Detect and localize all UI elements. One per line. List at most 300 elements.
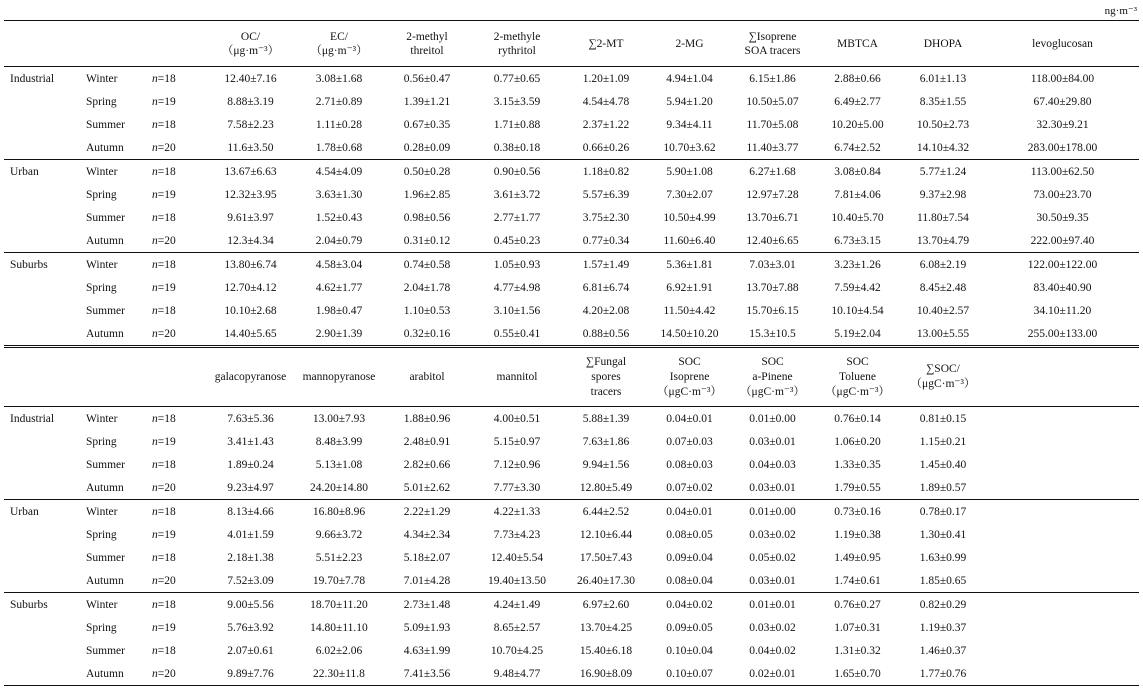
- value-cell: 2.82±0.66: [403, 458, 451, 471]
- value-cell: 0.09±0.05: [666, 621, 713, 634]
- sample-count-value: =18: [157, 644, 176, 657]
- sample-count-cell: [146, 113, 206, 136]
- value-cell: 0.66±0.26: [582, 141, 630, 154]
- value-cell: 12.3±4.34: [227, 234, 274, 247]
- header-blank: [146, 347, 206, 407]
- value-cell: 255.00±133.00: [1027, 327, 1098, 340]
- season-cell: Spring: [86, 281, 117, 294]
- value-cell: 14.40±5.65: [224, 327, 277, 340]
- season-cell: Summer: [86, 458, 125, 471]
- value-cell: 32.30±9.21: [1036, 118, 1089, 131]
- sample-count-value: =18: [157, 551, 176, 564]
- sample-count-symbol: n: [152, 598, 158, 611]
- sample-count-cell: [146, 453, 206, 476]
- location-cell: [4, 430, 80, 453]
- value-cell: 1.05±0.93: [471, 253, 563, 277]
- value-cell: 10.70±4.25: [490, 644, 544, 657]
- value-cell: 0.77±0.65: [493, 72, 541, 85]
- value-cell: 1.15±0.21: [919, 435, 967, 448]
- sample-count-cell: [146, 546, 206, 569]
- value-cell: 1.52±0.43: [315, 211, 363, 224]
- location-cell: Suburbs: [4, 593, 80, 617]
- value-cell: [986, 546, 1139, 569]
- sample-count-symbol: n: [152, 412, 158, 425]
- table-row: [4, 593, 1139, 617]
- column-header-line: galacopyranose: [214, 370, 287, 383]
- value-cell: 5.51±2.23: [315, 551, 363, 564]
- column-header: [563, 21, 649, 67]
- sample-count-symbol: n: [152, 574, 158, 587]
- sample-count-value: =19: [157, 188, 176, 201]
- sample-count-symbol: n: [152, 141, 158, 154]
- value-cell: 3.61±3.72: [493, 188, 541, 201]
- location-cell: [4, 322, 80, 347]
- value-cell: 12.40±7.16: [224, 72, 277, 85]
- sample-count-symbol: n: [152, 258, 158, 271]
- column-header: [471, 21, 563, 67]
- value-cell: 7.12±0.96: [493, 458, 541, 471]
- sample-count-value: =18: [157, 412, 176, 425]
- sample-count-cell: [146, 90, 206, 113]
- unit-label: ng·m⁻³: [1104, 5, 1137, 17]
- value-cell: 15.3±10.5: [749, 327, 796, 340]
- table-row: [4, 662, 1139, 686]
- sample-count-symbol: n: [152, 234, 158, 247]
- sample-count-value: =19: [157, 435, 176, 448]
- location-cell: Suburbs: [4, 253, 80, 277]
- column-header: [986, 347, 1139, 407]
- value-cell: 14.50±10.20: [660, 327, 719, 340]
- sample-count-value: =20: [157, 481, 176, 494]
- value-cell: 2.04±1.78: [403, 281, 451, 294]
- sample-count-symbol: n: [152, 327, 158, 340]
- column-header: [730, 347, 815, 407]
- sample-count-symbol: n: [152, 458, 158, 471]
- value-cell: 122.00±122.00: [986, 253, 1139, 277]
- value-cell: 3.08±1.68: [315, 72, 363, 85]
- value-cell: 0.31±0.12: [403, 234, 451, 247]
- value-cell: 0.03±0.01: [749, 574, 796, 587]
- value-cell: 0.81±0.15: [919, 412, 967, 425]
- value-cell: [986, 662, 1139, 686]
- value-cell: 7.59±4.42: [834, 281, 881, 294]
- value-cell: 11.40±3.77: [746, 141, 799, 154]
- column-header-line: spores: [591, 370, 621, 383]
- value-cell: 0.10±0.04: [666, 644, 713, 657]
- header-row: [4, 21, 1139, 67]
- value-cell: 6.49±2.77: [834, 95, 881, 108]
- value-cell: 19.70±7.78: [312, 574, 366, 587]
- value-cell: 7.30±2.07: [666, 188, 713, 201]
- value-cell: 5.13±1.08: [315, 458, 363, 471]
- value-cell: 0.05±0.02: [749, 551, 796, 564]
- sample-count-cell: [146, 662, 206, 686]
- value-cell: 19.40±13.50: [487, 574, 547, 587]
- sample-count-value: =18: [157, 258, 176, 271]
- sample-count-cell: [146, 476, 206, 500]
- value-cell: 4.62±1.77: [315, 281, 363, 294]
- header-row: [4, 347, 1139, 407]
- column-header-line: MBTCA: [837, 37, 878, 50]
- sample-count-symbol: n: [152, 505, 158, 518]
- value-cell: 83.40±40.90: [1033, 281, 1092, 294]
- value-cell: 2.18±1.38: [227, 551, 274, 564]
- sample-count-symbol: n: [152, 481, 158, 494]
- value-cell: 4.00±0.51: [493, 412, 541, 425]
- table-row: [4, 546, 1139, 569]
- value-cell: [986, 569, 1139, 593]
- value-cell: 7.73±4.23: [493, 528, 541, 541]
- value-cell: 13.80±6.74: [206, 253, 295, 277]
- sample-count-symbol: n: [152, 188, 158, 201]
- value-cell: 5.36±1.81: [649, 253, 730, 277]
- table-row: [4, 616, 1139, 639]
- value-cell: 26.40±17.30: [576, 574, 636, 587]
- table-body: [4, 21, 1139, 686]
- sample-count-cell: [146, 160, 206, 184]
- sample-count-symbol: n: [152, 211, 158, 224]
- column-header-line: threitol: [410, 44, 444, 57]
- season-cell: Winter: [86, 412, 118, 425]
- value-cell: 0.08±0.03: [666, 458, 713, 471]
- value-cell: 0.04±0.02: [649, 593, 730, 617]
- sample-count-symbol: n: [152, 528, 158, 541]
- location-cell: [4, 90, 80, 113]
- value-cell: [986, 616, 1139, 639]
- value-cell: 0.01±0.00: [730, 500, 815, 524]
- column-header-line: Toluene: [839, 370, 876, 383]
- value-cell: 10.10±2.68: [224, 304, 277, 317]
- value-cell: 1.74±0.61: [834, 574, 881, 587]
- value-cell: 113.00±62.50: [986, 160, 1139, 184]
- value-cell: 7.81±4.06: [834, 188, 881, 201]
- data-table: [4, 20, 1139, 686]
- value-cell: 6.01±1.13: [919, 72, 967, 85]
- value-cell: 5.18±2.07: [403, 551, 451, 564]
- value-cell: 10.50±2.73: [916, 118, 970, 131]
- location-cell: Urban: [4, 160, 80, 184]
- value-cell: 3.63±1.30: [315, 188, 363, 201]
- season-cell: Winter: [80, 253, 146, 277]
- sample-count-cell: [146, 616, 206, 639]
- season-cell: Summer: [86, 644, 125, 657]
- season-cell: Summer: [86, 211, 125, 224]
- sample-count-value: =18: [157, 72, 176, 85]
- value-cell: 7.03±3.01: [730, 253, 815, 277]
- sample-count-symbol: n: [152, 72, 158, 85]
- location-cell: [4, 183, 80, 206]
- value-cell: 10.40±5.70: [831, 211, 884, 224]
- value-cell: 1.98±0.47: [315, 304, 363, 317]
- column-header-line: （μgC·m⁻³）: [825, 385, 890, 398]
- value-cell: 9.48±4.77: [471, 662, 563, 686]
- value-cell: 1.77±0.76: [900, 662, 986, 686]
- value-cell: 6.08±2.19: [900, 253, 986, 277]
- value-cell: 5.19±2.04: [834, 327, 881, 340]
- value-cell: 1.06±0.20: [834, 435, 881, 448]
- value-cell: 34.10±11.20: [1033, 304, 1092, 317]
- column-header-line: ∑Fungal: [585, 355, 627, 368]
- value-cell: 1.85±0.65: [919, 574, 967, 587]
- sample-count-symbol: n: [152, 667, 158, 680]
- value-cell: 4.63±1.99: [403, 644, 451, 657]
- value-cell: 0.76±0.14: [834, 412, 881, 425]
- column-header: [295, 347, 383, 407]
- value-cell: 0.03±0.01: [749, 435, 796, 448]
- season-cell: Autumn: [86, 234, 124, 247]
- column-header: [383, 21, 471, 67]
- value-cell: 3.23±1.26: [815, 253, 900, 277]
- value-cell: 9.34±4.11: [666, 118, 713, 131]
- sample-count-value: =18: [157, 211, 176, 224]
- sample-count-value: =18: [157, 165, 176, 178]
- season-cell: Spring: [86, 95, 117, 108]
- value-cell: 0.07±0.02: [666, 481, 713, 494]
- value-cell: 13.67±6.63: [206, 160, 295, 184]
- sample-count-value: =18: [157, 505, 176, 518]
- value-cell: 6.81±6.74: [582, 281, 630, 294]
- value-cell: 0.08±0.05: [666, 528, 713, 541]
- value-cell: 11.80±7.54: [917, 211, 969, 224]
- column-header-line: ∑SOC/: [926, 363, 960, 375]
- value-cell: 1.57±1.49: [563, 253, 649, 277]
- location-cell: [4, 229, 80, 253]
- column-header-line: （μgC·m⁻³）: [910, 378, 976, 390]
- value-cell: 0.67±0.35: [403, 118, 451, 131]
- value-cell: 5.15±0.97: [493, 435, 541, 448]
- sample-count-value: =20: [157, 574, 176, 587]
- column-header-line: SOC: [761, 355, 784, 368]
- sample-count-cell: [146, 229, 206, 253]
- value-cell: 2.48±0.91: [403, 435, 451, 448]
- table-row: [4, 113, 1139, 136]
- value-cell: 1.10±0.53: [403, 304, 451, 317]
- value-cell: 1.19±0.37: [919, 621, 967, 634]
- table-row: [4, 67, 1139, 91]
- value-cell: 15.40±6.18: [579, 644, 633, 657]
- value-cell: 8.13±4.66: [206, 500, 295, 524]
- value-cell: 5.94±1.20: [666, 95, 713, 108]
- value-cell: 5.01±2.62: [403, 481, 451, 494]
- season-cell: Winter: [80, 500, 146, 524]
- value-cell: 12.40±5.54: [490, 551, 544, 564]
- value-cell: 0.73±0.16: [815, 500, 900, 524]
- value-cell: 0.07±0.03: [666, 435, 713, 448]
- value-cell: 9.89±7.76: [206, 662, 295, 686]
- value-cell: 6.02±2.06: [315, 644, 363, 657]
- value-cell: 0.88±0.56: [582, 327, 630, 340]
- value-cell: 4.54±4.09: [295, 160, 383, 184]
- column-header: [649, 21, 730, 67]
- value-cell: [986, 430, 1139, 453]
- value-cell: 16.80±8.96: [295, 500, 383, 524]
- location-cell: Industrial: [10, 72, 55, 85]
- value-cell: 1.31±0.32: [834, 644, 881, 657]
- value-cell: 0.04±0.02: [749, 644, 796, 657]
- sample-count-cell: [146, 299, 206, 322]
- value-cell: 4.22±1.33: [471, 500, 563, 524]
- value-cell: 4.54±4.78: [582, 95, 630, 108]
- table-row: [4, 90, 1139, 113]
- sample-count-value: =20: [157, 141, 176, 154]
- value-cell: 7.63±5.36: [227, 412, 274, 425]
- value-cell: 1.19±0.38: [834, 528, 881, 541]
- location-cell: [4, 662, 80, 686]
- value-cell: 8.65±2.57: [493, 621, 541, 634]
- value-cell: 22.30±11.8: [295, 662, 383, 686]
- sample-count-value: =19: [157, 528, 176, 541]
- value-cell: 2.73±1.48: [383, 593, 471, 617]
- value-cell: 10.40±2.57: [916, 304, 970, 317]
- column-header-line: SOC: [846, 355, 869, 368]
- value-cell: 73.00±23.70: [1033, 188, 1092, 201]
- sample-count-symbol: n: [152, 551, 158, 564]
- season-cell: Spring: [86, 528, 117, 541]
- value-cell: 0.10±0.07: [649, 662, 730, 686]
- value-cell: 1.63±0.99: [919, 551, 967, 564]
- sample-count-value: =20: [157, 327, 176, 340]
- value-cell: 4.01±1.59: [227, 528, 274, 541]
- value-cell: 10.10±4.54: [831, 304, 884, 317]
- value-cell: 1.71±0.88: [493, 118, 541, 131]
- column-header-line: （μg·m⁻³）: [221, 44, 280, 57]
- season-cell: Autumn: [86, 574, 124, 587]
- value-cell: 283.00±178.00: [1027, 141, 1098, 154]
- value-cell: 10.50±4.99: [663, 211, 716, 224]
- table-row: [4, 206, 1139, 229]
- column-header-line: 2-methyle: [493, 30, 541, 43]
- value-cell: 6.27±1.68: [730, 160, 815, 184]
- table-row: [4, 299, 1139, 322]
- column-header-line: mannitol: [496, 370, 538, 383]
- value-cell: [986, 476, 1139, 500]
- sample-count-cell: [146, 523, 206, 546]
- value-cell: 6.92±1.91: [666, 281, 713, 294]
- column-header: [986, 21, 1139, 67]
- value-cell: 12.97±7.28: [746, 188, 799, 201]
- value-cell: 5.88±1.39: [582, 412, 630, 425]
- table-row: [4, 569, 1139, 593]
- value-cell: 0.28±0.09: [403, 141, 451, 154]
- location-cell: [4, 569, 80, 593]
- sample-count-cell: [146, 136, 206, 160]
- location-cell: [4, 523, 80, 546]
- column-header: [206, 347, 295, 407]
- table-row: [4, 476, 1139, 500]
- value-cell: 15.70±6.15: [746, 304, 799, 317]
- value-cell: 1.65±0.70: [815, 662, 900, 686]
- value-cell: 1.45±0.40: [919, 458, 967, 471]
- column-header-line: EC/: [330, 30, 348, 43]
- value-cell: 0.02±0.01: [730, 662, 815, 686]
- value-cell: 1.89±0.24: [227, 458, 274, 471]
- value-cell: 4.34±2.34: [403, 528, 451, 541]
- value-cell: 10.70±3.62: [663, 141, 716, 154]
- location-cell: [4, 476, 80, 500]
- value-cell: 8.88±3.19: [227, 95, 274, 108]
- value-cell: 0.90±0.56: [471, 160, 563, 184]
- value-cell: 0.04±0.03: [749, 458, 796, 471]
- column-header: [815, 21, 900, 67]
- column-header-line: mannopyranose: [302, 370, 376, 383]
- season-cell: Spring: [86, 188, 117, 201]
- value-cell: 0.04±0.01: [649, 500, 730, 524]
- header-blank: [4, 347, 80, 407]
- value-cell: 0.77±0.34: [582, 234, 630, 247]
- value-cell: 10.50±5.07: [746, 95, 799, 108]
- value-cell: 8.45±2.48: [919, 281, 967, 294]
- season-cell: Summer: [86, 118, 125, 131]
- table-row: [4, 253, 1139, 277]
- sample-count-symbol: n: [152, 621, 158, 634]
- sample-count-cell: [146, 407, 206, 431]
- value-cell: 13.70±4.25: [579, 621, 633, 634]
- location-cell: [4, 136, 80, 160]
- sample-count-cell: [146, 253, 206, 277]
- column-header-line: arabitol: [409, 370, 445, 383]
- value-cell: 12.70±4.12: [224, 281, 277, 294]
- column-header: [295, 21, 383, 67]
- value-cell: 6.15±1.86: [749, 72, 796, 85]
- table-row: [4, 160, 1139, 184]
- value-cell: 1.49±0.95: [834, 551, 881, 564]
- sample-count-cell: [146, 430, 206, 453]
- header-blank: [4, 21, 80, 67]
- column-header-line: （μgC·m⁻³）: [740, 385, 805, 398]
- table-row: [4, 639, 1139, 662]
- value-cell: 7.63±1.86: [582, 435, 630, 448]
- value-cell: 0.38±0.18: [493, 141, 541, 154]
- sample-count-symbol: n: [152, 95, 158, 108]
- season-cell: Winter: [80, 593, 146, 617]
- season-cell: Autumn: [86, 327, 124, 340]
- location-cell: [4, 639, 80, 662]
- location-cell: [4, 206, 80, 229]
- value-cell: 6.97±2.60: [563, 593, 649, 617]
- location-cell: [4, 616, 80, 639]
- column-header-line: SOA tracers: [744, 44, 801, 57]
- value-cell: 8.35±1.55: [919, 95, 967, 108]
- value-cell: 3.10±1.56: [493, 304, 541, 317]
- value-cell: 11.6±3.50: [227, 141, 274, 154]
- value-cell: 2.04±0.79: [315, 234, 363, 247]
- column-header: [900, 21, 986, 67]
- value-cell: 4.77±4.98: [493, 281, 541, 294]
- sample-count-cell: [146, 639, 206, 662]
- value-cell: 2.71±0.89: [315, 95, 363, 108]
- value-cell: 11.70±5.08: [746, 118, 799, 131]
- table-row: [4, 276, 1139, 299]
- value-cell: 4.58±3.04: [295, 253, 383, 277]
- value-cell: 1.96±2.85: [403, 188, 451, 201]
- value-cell: 2.37±1.22: [582, 118, 630, 131]
- value-cell: 1.39±1.21: [403, 95, 451, 108]
- value-cell: 4.20±2.08: [582, 304, 630, 317]
- value-cell: [986, 639, 1139, 662]
- column-header: [900, 347, 986, 407]
- value-cell: 2.07±0.61: [227, 644, 274, 657]
- value-cell: 14.10±4.32: [916, 141, 970, 154]
- sample-count-cell: [146, 593, 206, 617]
- season-cell: Spring: [86, 435, 117, 448]
- location-cell: [4, 299, 80, 322]
- value-cell: 10.20±5.00: [831, 118, 884, 131]
- column-header: [649, 347, 730, 407]
- value-cell: 3.41±1.43: [227, 435, 274, 448]
- table-row: [4, 322, 1139, 347]
- value-cell: 30.50±9.35: [1036, 211, 1089, 224]
- table-row: [4, 453, 1139, 476]
